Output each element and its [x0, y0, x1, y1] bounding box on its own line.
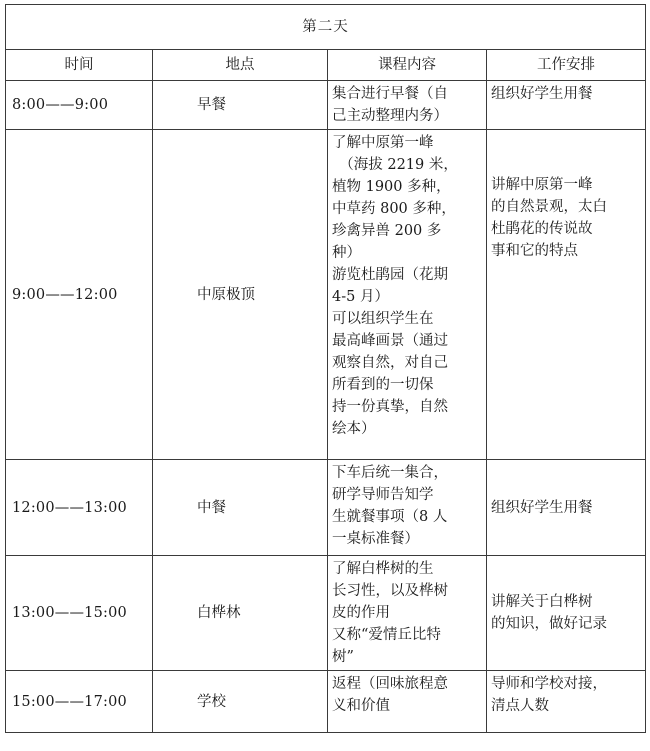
table-title: 第二天 — [6, 5, 646, 50]
cell-text-line: 4-5 月） — [332, 289, 389, 305]
cell-text-line: 长习性，以及桦树 — [332, 583, 448, 599]
place-cell: 早餐 — [153, 81, 328, 130]
day-two-schedule-table — [5, 4, 646, 733]
cell-text-line: 游览杜鹃园（花期 — [332, 267, 448, 283]
cell-text-line: 观察自然，对自己 — [332, 355, 448, 371]
title-row — [6, 5, 646, 50]
work-cell — [487, 460, 646, 556]
table-row — [6, 81, 646, 130]
cell-text-line: 事和它的特点 — [491, 243, 578, 259]
cell-text-line: 义和价值 — [332, 698, 390, 714]
cell-text-line: 集合进行早餐（自 — [332, 86, 448, 102]
cell-text-line: （海拔 2219 米， — [332, 157, 458, 173]
cell-text-line: 下车后统一集合， — [332, 465, 448, 481]
table-row — [6, 130, 646, 460]
header-work: 工作安排 — [487, 50, 646, 81]
place-cell: 中餐 — [153, 460, 328, 556]
cell-text-line: 己主动整理内务） — [332, 108, 448, 124]
cell-text-line: 最高峰画景（通过 — [332, 333, 448, 349]
place-cell: 中原极顶 — [153, 130, 328, 460]
time-cell: 12:00——13:00 — [6, 460, 153, 556]
time-cell: 13:00——15:00 — [6, 556, 153, 671]
place-cell: 白桦林 — [153, 556, 328, 671]
cell-text-line: 持一份真挚，自然 — [332, 399, 448, 415]
cell-text-line: 生就餐事项（8 人 — [332, 509, 448, 525]
cell-text-line: 珍禽异兽 200 多 — [332, 223, 442, 239]
cell-text-line: 导师和学校对接， — [491, 676, 607, 692]
cell-text-line: 又称“爱情丘比特 — [332, 627, 441, 643]
cell-text-line: 树” — [332, 649, 354, 665]
work-cell — [487, 671, 646, 733]
cell-text-line: 一桌标准餐） — [332, 531, 419, 547]
cell-text-line: 皮的作用 — [332, 605, 390, 621]
cell-text-line: 组织好学生用餐 — [491, 499, 593, 516]
content-cell — [328, 671, 487, 733]
table-row — [6, 460, 646, 556]
cell-text-line: 的知识，做好记录 — [491, 616, 607, 632]
cell-text-line: 所看到的一切保 — [332, 377, 434, 393]
cell-text-line: 杜鹃花的传说故 — [491, 221, 593, 237]
cell-text-line: 了解中原第一峰 — [332, 135, 434, 151]
content-cell — [328, 130, 487, 460]
content-cell — [328, 556, 487, 671]
cell-text-line: 讲解中原第一峰 — [491, 177, 593, 193]
work-cell — [487, 556, 646, 671]
cell-text-line: 绘本） — [332, 421, 376, 437]
cell-text-line: 可以组织学生在 — [332, 311, 434, 327]
time-cell: 8:00——9:00 — [6, 81, 153, 130]
cell-text-line: 植物 1900 多种， — [332, 179, 451, 195]
content-cell — [328, 460, 487, 556]
cell-text-line: 返程（回味旅程意 — [332, 676, 448, 692]
work-cell — [487, 81, 646, 130]
time-cell: 15:00——17:00 — [6, 671, 153, 733]
header-row — [6, 50, 646, 81]
time-cell: 9:00——12:00 — [6, 130, 153, 460]
header-time: 时间 — [6, 50, 153, 81]
header-content: 课程内容 — [328, 50, 487, 81]
cell-text-line: 种） — [332, 245, 361, 261]
cell-text-line: 讲解关于白桦树 — [491, 594, 593, 610]
work-cell — [487, 130, 646, 460]
header-place: 地点 — [153, 50, 328, 81]
table-row — [6, 556, 646, 671]
place-cell: 学校 — [153, 671, 328, 733]
cell-text-line: 的自然景观，太白 — [491, 199, 607, 215]
cell-text-line: 了解白桦树的生 — [332, 561, 434, 577]
cell-text-line: 组织好学生用餐 — [491, 86, 593, 102]
table-row — [6, 671, 646, 733]
cell-text-line: 研学导师告知学 — [332, 487, 434, 503]
cell-text-line: 中草药 800 多种， — [332, 201, 456, 217]
content-cell — [328, 81, 487, 130]
cell-text-line: 清点人数 — [491, 698, 549, 714]
